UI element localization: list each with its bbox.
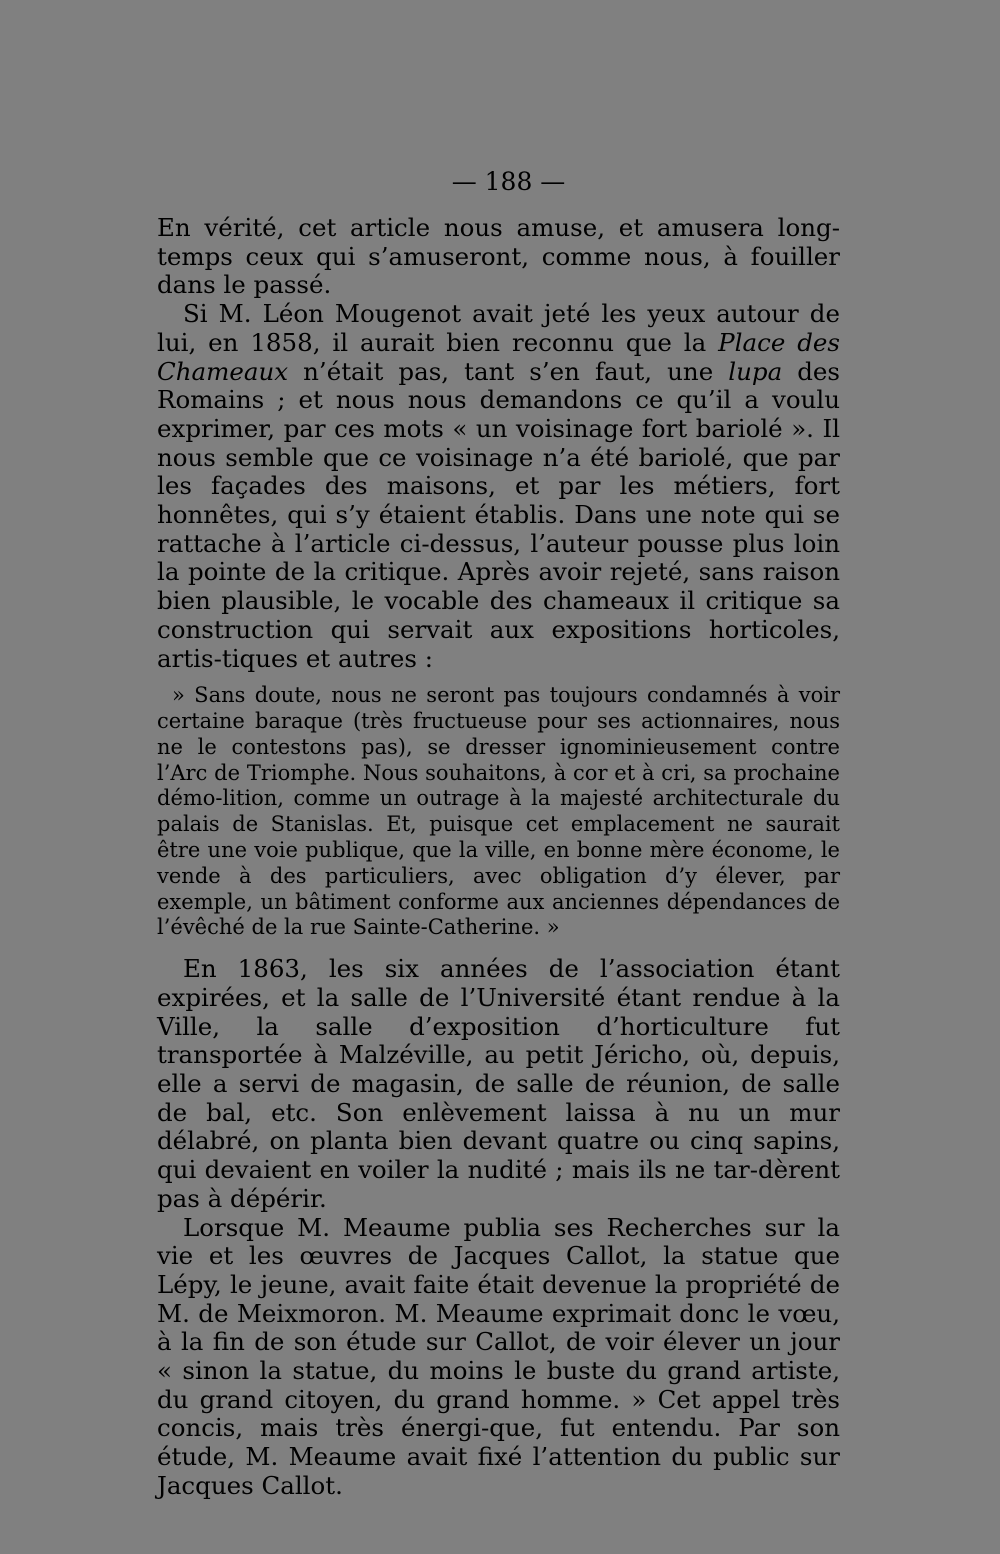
- paragraph-4: Lorsque M. Meaume publia ses Recherches sur la vie et les œuvres de Jacques Callot, la statue que Lépy, le jeune, avait faite était devenue la propriété de M. de Meixmoron. M. Meaume exprimait donc le vœu, à la fin de son étude sur Callot, de voir élever un jour « sinon la statue, du moins le buste du grand artiste, du grand citoyen, du grand homme. » Cet appel très concis, mais très énergi-que, fut entendu. Par son étude, M. Meaume avait fixé l’attention du public sur Jacques Callot.: [157, 1212, 840, 1500]
- page-number: — 188 —: [451, 167, 566, 196]
- place-des-chameaux-italic: Place des Chameaux: [157, 327, 840, 386]
- paragraph-2-end: des Romains ; et nous nous demandons ce qu’il a voulu exprimer, par ces mots « un voisinage fort bariolé ». Il nous semble que ce voisinage n’a été bariolé, que par les façades des maisons, et par les métiers, fort honnêtes, qui s’y étaient établis. Dans une note qui se rattache à l’article ci-dessus, l’auteur pousse plus loin la pointe de la critique. Après avoir rejeté, sans raison bien plausible, le vocable des chameaux il critique sa construction qui servait aux expositions horticoles, artis-tiques et autres :: [157, 356, 840, 673]
- lupa-italic: lupa: [728, 356, 783, 386]
- paragraph-2-middle: n’était pas, tant s’en faut, une: [288, 356, 729, 386]
- paragraph-1: En vérité, cet article nous amuse, et amusera long-temps ceux qui s’amuseront, comme nous, à fouiller dans le passé.: [157, 213, 840, 300]
- paragraph-3: En 1863, les six années de l’association étant expirées, et la salle de l’Université étant rendue à la Ville, la salle d’exposition d’horticulture fut transportée à Malzéville, au petit Jéricho, où, depuis, elle a servi de magasin, de salle de réunion, de salle de bal, etc. Son enlèvement laissa à nu un mur délabré, on planta bien devant quatre ou cinq sapins, qui devaient en voiler la nudité ; mais ils ne tar-dèrent pas à dépérir.: [157, 954, 840, 1213]
- paragraph-2-start: Si M. Léon Mougenot avait jeté les yeux autour de lui, en 1858, il aurait bien reconnu que la: [157, 299, 840, 357]
- block-quote: » Sans doute, nous ne seront pas toujours condamnés à voir certaine baraque (très fructueuse pour ses actionnaires, nous ne le contestons pas), se dresser ignominieusement contre l’Arc de Triomphe. Nous souhaitons, à cor et à cri, sa prochaine démo-lition, comme un outrage à la majesté architecturale du palais de Stanislas. Et, puisque cet emplacement ne saurait être une voie publique, que la ville, en bonne mère économe, le vende à des particuliers, avec obligation d’y élever, par exemple, un bâtiment conforme aux anciennes dépendances de l’évêché de la rue Sainte-Catherine. »: [157, 683, 840, 940]
- paragraph-2: [157, 300, 840, 673]
- book-page: [157, 162, 840, 1501]
